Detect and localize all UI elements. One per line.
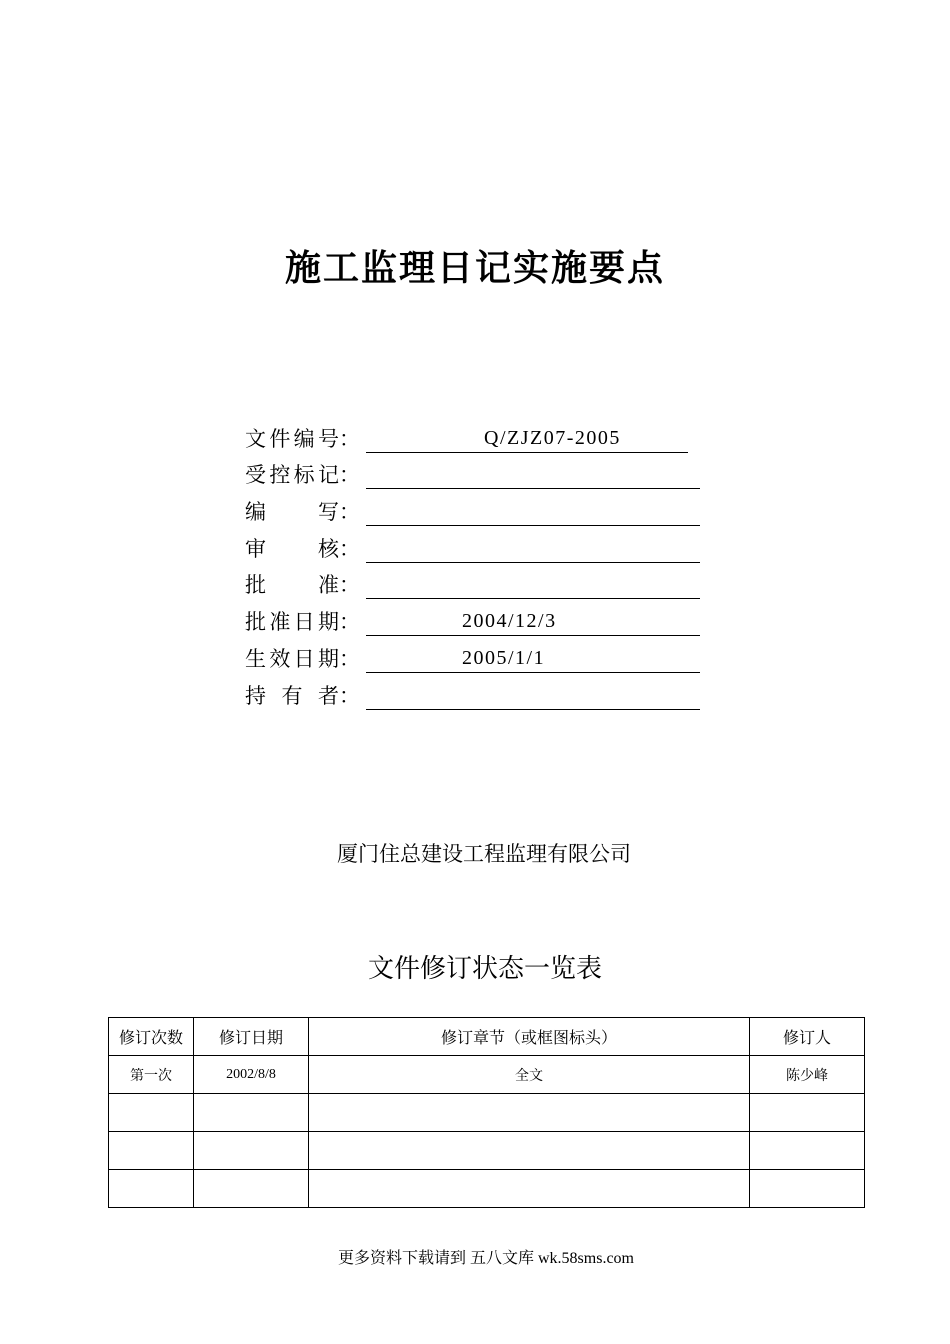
table-row (109, 1170, 865, 1208)
table-cell (109, 1170, 194, 1208)
company-name: 厦门住总建设工程监理有限公司 (337, 842, 631, 866)
file-number-value: Q/ZJZ07-2005 (484, 427, 621, 449)
field-label: 批 准 ： (245, 573, 360, 597)
table-cell: 全文 (309, 1056, 750, 1094)
header-revision-count: 修订次数 (109, 1018, 194, 1056)
table-cell: 2002/8/8 (194, 1056, 309, 1094)
field-approver (245, 567, 705, 603)
document-title: 施工监理日记实施要点 (284, 248, 665, 289)
field-file-number (245, 421, 705, 457)
table-cell (309, 1170, 750, 1208)
table-row (109, 1094, 865, 1132)
field-reviewer (245, 531, 705, 567)
revision-table-title: 文件修订状态一览表 (367, 954, 602, 984)
table-cell (750, 1170, 865, 1208)
field-holder (245, 678, 705, 714)
revision-table (108, 1017, 865, 1208)
field-underline (366, 607, 700, 636)
table-row (109, 1056, 865, 1094)
table-cell (750, 1094, 865, 1132)
field-label: 文 件 编 号 ： (245, 427, 360, 451)
field-label: 生 效 日 期 ： (245, 647, 360, 671)
table-cell (194, 1170, 309, 1208)
footer-download-note: 更多资料下载请到 五八文库 wk.58sms.com (337, 1250, 634, 1267)
field-label: 批 准 日 期 ： (245, 610, 360, 634)
table-cell (309, 1094, 750, 1132)
approval-date-value: 2004/12/3 (462, 610, 557, 632)
table-cell (194, 1132, 309, 1170)
field-effective-date (245, 641, 705, 677)
header-reviser: 修订人 (750, 1018, 865, 1056)
field-underline (366, 424, 688, 453)
field-underline (366, 497, 700, 526)
field-label: 审 核 ： (245, 537, 360, 561)
table-cell: 第一次 (109, 1056, 194, 1094)
field-control-mark (245, 457, 705, 493)
table-row (109, 1132, 865, 1170)
table-cell (194, 1094, 309, 1132)
table-header-row (109, 1018, 865, 1056)
field-label: 持 有 者 ： (245, 684, 360, 708)
field-underline (366, 570, 700, 599)
header-revision-section: 修订章节（或框图标头） (309, 1018, 750, 1056)
table-cell (309, 1132, 750, 1170)
field-underline (366, 681, 700, 710)
field-underline (366, 460, 700, 489)
field-label: 编 写 ： (245, 500, 360, 524)
field-approval-date (245, 604, 705, 640)
table-cell (109, 1094, 194, 1132)
field-author (245, 494, 705, 530)
field-underline (366, 644, 700, 673)
field-label: 受 控 标 记 ： (245, 463, 360, 487)
table-cell (109, 1132, 194, 1170)
table-cell: 陈少峰 (750, 1056, 865, 1094)
table-cell (750, 1132, 865, 1170)
effective-date-value: 2005/1/1 (462, 647, 546, 669)
field-underline (366, 534, 700, 563)
header-revision-date: 修订日期 (194, 1018, 309, 1056)
